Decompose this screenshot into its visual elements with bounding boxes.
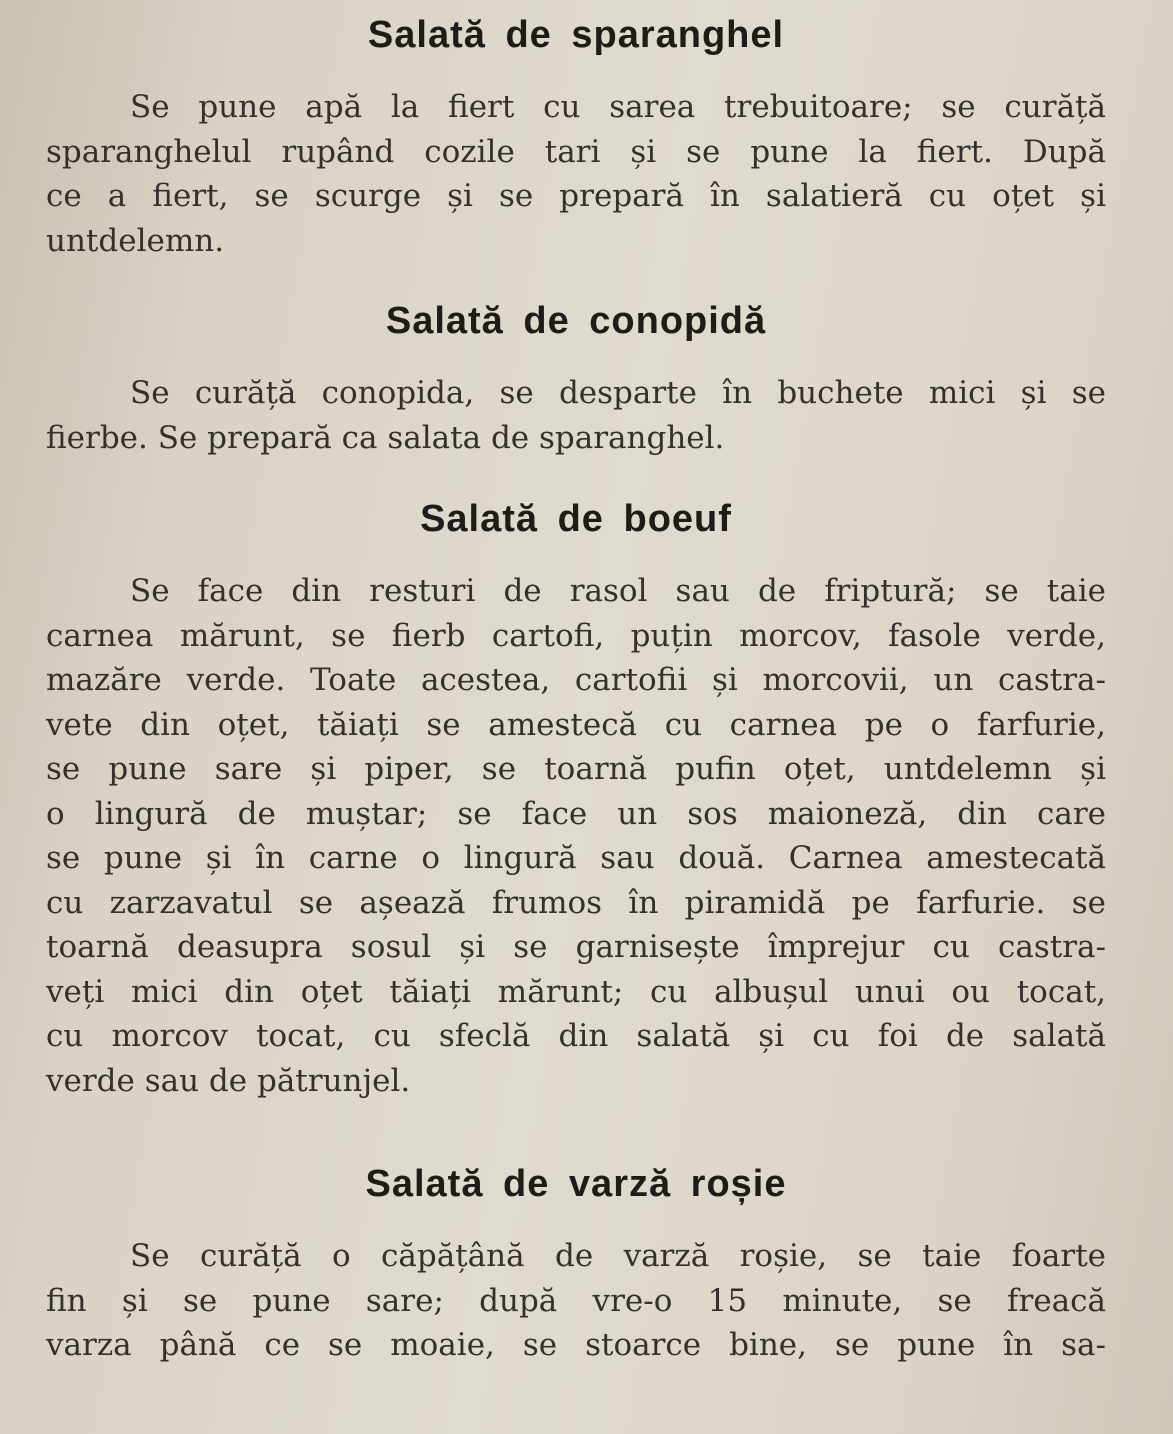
text-line: se pune sare și piper, se toarnă pufin oțet, untdelemn și	[46, 751, 1106, 787]
text-line: carnea mărunt, se fierb cartofi, puțin morcov, fasole verde,	[46, 617, 1106, 654]
recipe-title: Salată de boeuf	[420, 498, 732, 540]
recipe-section	[46, 1163, 1106, 1368]
recipe-section	[46, 14, 1106, 263]
text-line: untdelemn.	[46, 222, 225, 259]
text-line: vete din oțet, tăiați se amestecă cu carnea pe o farfurie,	[46, 706, 1106, 743]
text-line: sparanghelul rupând cozile tari și se pune la fiert. După	[46, 133, 1106, 170]
text-line: Se curăță o căpățână de varză roșie, se taie foarte	[130, 1238, 1106, 1274]
recipe-text	[46, 85, 1106, 263]
text-line: o lingură de muștar; se face un sos maioneză, din care	[46, 795, 1106, 832]
text-line: veți mici din oțet tăiați mărunt; cu albușul unui ou tocat,	[46, 973, 1106, 1010]
text-line: cu morcov tocat, cu sfeclă din salată și cu foi de salată	[46, 1018, 1106, 1054]
text-line: fin și se pune sare; după vre-o 15 minute, se freacă	[46, 1282, 1106, 1319]
recipe-text	[46, 1234, 1106, 1368]
text-line: cu zarzavatul se așează frumos în piramidă pe farfurie. se	[46, 884, 1106, 921]
text-line: fierbe. Se prepară ca salata de sparanghel.	[46, 419, 725, 456]
text-line: se pune și în carne o lingură sau două. Carnea amestecată	[46, 840, 1106, 876]
recipe-title: Salată de sparanghel	[367, 14, 785, 56]
text-line: varza până ce se moaie, se stoarce bine, se pune în sa-	[46, 1327, 1106, 1363]
recipe-text	[46, 371, 1106, 460]
recipe-title: Salată de conopidă	[385, 300, 767, 342]
text-line: mazăre verde. Toate acestea, cartofii și morcovii, un castra-	[46, 662, 1106, 698]
recipe-text	[46, 569, 1106, 1103]
text-line: Se curăță conopida, se desparte în buchete mici și se	[130, 375, 1106, 411]
recipe-title: Salată de varză roșie	[365, 1163, 787, 1205]
text-line: Se face din resturi de rasol sau de friptură; se taie	[130, 573, 1106, 609]
text-line: verde sau de pătrunjel.	[46, 1062, 411, 1099]
recipe-section	[46, 300, 1106, 460]
text-line: toarnă deasupra sosul și se garnisește împrejur cu castra-	[46, 929, 1106, 965]
text-line: ce a fiert, se scurge și se prepară în salatieră cu oțet și	[46, 178, 1106, 214]
text-line: Se pune apă la fiert cu sarea trebuitoare; se curăță	[130, 89, 1106, 125]
recipe-section	[46, 498, 1106, 1103]
